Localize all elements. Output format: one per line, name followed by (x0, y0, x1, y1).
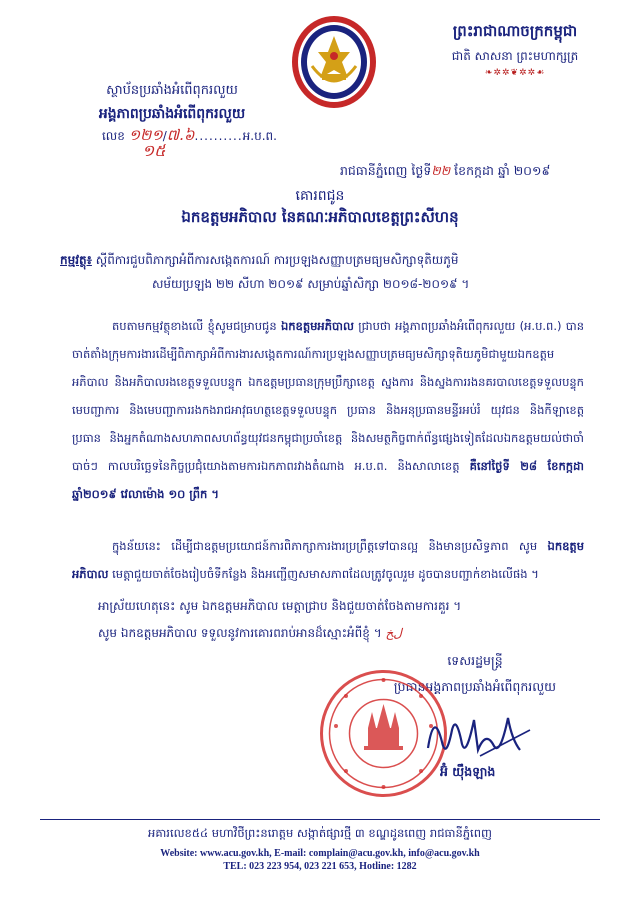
footer-address: អគារលេខ៥៤ មហាវិថីព្រះនរោត្តម សង្កាត់ផ្សារថ្មី ៣ ខណ្ឌដូនពេញ រាជធានីភ្នំពេញ (148, 826, 492, 840)
reference-number (102, 126, 277, 148)
agency-parent: ស្ថាប័នប្រឆាំងអំពើពុករលួយ (106, 83, 238, 98)
kingdom-heading (440, 22, 590, 78)
footer-phone: TEL: 023 223 954, 023 221 653, Hotline: 1282 (223, 861, 417, 872)
agency-heading (72, 82, 272, 125)
date-prefix: រាជធានីភ្នំពេញ ថ្ងៃទី (340, 163, 432, 178)
closing-handwritten-mark: ﻝﺦ (385, 626, 402, 640)
acu-seal-logo (288, 12, 380, 112)
recipient: ឯកឧត្តមអភិបាល នៃគណៈអភិបាលខេត្តព្រះសីហនុ (181, 208, 459, 226)
kingdom-title: ព្រះរាជាណាចក្រកម្ពុជា (452, 22, 578, 40)
para2-body: មេត្តាជួយចាត់ចែងរៀបចំទីកន្លែង និងអញ្ជើញសមាសភាពដែលត្រូវចូលរួម ដូចបានបញ្ជាក់ខាងលើផង ។ (112, 567, 539, 581)
ref-number: ១២១ (128, 126, 163, 144)
subject-line-1: ស្តីពីការជួបពិភាក្សាអំពីការសង្កេតការណ៍ ការប្រឡងសញ្ញាបត្រមធ្យមសិក្សាទុតិយភូមិ (95, 253, 459, 267)
body-paragraph-2 (72, 532, 584, 588)
subject-line-2: សម័យប្រឡង ២២ សីហា ២០១៩ សម្រាប់ឆ្នាំសិក្សា ២០១៨-២០១៩ ។ (152, 277, 470, 291)
ref-prefix: លេខ (102, 129, 125, 143)
para1-body: ជ្រាបថា អង្គភាពប្រឆាំងអំពើពុករលួយ (អ.ប.ព.) បានចាត់តាំងក្រុមការងារដើម្បីពិភាក្សាអំពីការងារសង្កេតការណ៍ការប្រឡងសញ្ញាបត្រមធ្យមសិក្សាទុតិយភូមិជាមួយឯកឧត្តមអភិបាល និងអភិបាលរងខេត្តទទួលបន្ទុក ឯកឧត្តមប្រធានក្រុមប្រឹក្សាខេត្ត ស្នងការ និងស្នងការរងនគរបាលខេត្តទទួលបន្ទុក មេបញ្ជាការ និងមេបញ្ជាការរងកងរាជអាវុធហត្ថខេត្តទទួលបន្ទុក ប្រធាន និងអនុប្រធានមន្ទីរអប់រំ យុវជន និងកីឡាខេត្ត ប្រធាន និងអ្នកតំណាងសហភាពសហព័ន្ធយុវជនកម្ពុជាប្រចាំខេត្ត និងសមត្ថកិច្ចពាក់ព័ន្ធផ្សេងទៀតដែលឯកឧត្តមយល់ថាចាំបាច់ៗ កាលបរិច្ឆេទនៃកិច្ចប្រជុំយោងតាមការឯកភាពរវាងតំណាង អ.ប.ព. និងសាលាខេត្ត (72, 319, 584, 473)
ref-suffix: អ.ប.ព. (242, 129, 277, 143)
ref-handwritten-mark: ១៥ (142, 141, 166, 160)
salutation: គោរពជូន (295, 188, 345, 204)
closing-line-1: អាស្រ័យហេតុនេះ សូម ឯកឧត្តមអភិបាល មេត្តាជ្រាប និងជួយចាត់ចែងតាមការគួរ ។ (98, 599, 462, 613)
letter-date (340, 163, 550, 182)
ornament: ❧✲✲❦✲✲☙ (484, 68, 546, 78)
footer-web: Website: www.acu.gov.kh, E-mail: complain@acu.gov.kh, info@acu.gov.kh (160, 848, 480, 859)
footer-divider (40, 819, 600, 820)
para1-meeting-time: គឺនៅថ្ងៃទី ២៨ ខែកក្កដា ឆ្នាំ២០១៩ វេលាម៉ោង ១០ ព្រឹក ។ (72, 459, 584, 501)
signer-title: ប្រធានអង្គភាពប្រឆាំងអំពើពុករលួយ (393, 679, 557, 694)
national-motto: ជាតិ សាសនា ព្រះមហាក្សត្រ (451, 49, 579, 63)
ref-separator: / (162, 129, 167, 143)
closing-line-2 (98, 619, 598, 647)
subject-label: កម្មវត្ថុ៖ (60, 253, 92, 267)
para1-addressee: ឯកឧត្តមអភិបាល (280, 319, 354, 333)
subject (60, 248, 580, 296)
signer-rank: ទេសរដ្ឋមន្ត្រី (447, 653, 503, 668)
ref-dots: .......... (194, 129, 243, 143)
ref-number-2: ៧.៦ (166, 126, 195, 144)
date-rest: ខែកក្កដា ឆ្នាំ ២០១៩ (454, 163, 551, 178)
signer-name: អ៊ំ យ៉ឹងឡាង (440, 764, 496, 779)
body-paragraph-1 (72, 312, 584, 508)
para1-intro: តបតាមកម្មវត្ថុខាងលើ ខ្ញុំសូមជម្រាបជូន (112, 319, 277, 333)
date-day: ២២ (431, 163, 451, 178)
handwritten-signature (420, 700, 540, 770)
closing-text: សូម ឯកឧត្តមអភិបាល ទទួលនូវការគោរពរាប់អានដ៏ស្មោះអំពីខ្ញុំ ។ (98, 626, 382, 640)
agency-name: អង្គភាពប្រឆាំងអំពើពុករលួយ (98, 106, 246, 122)
footer (0, 826, 640, 872)
para2-addressee: ឯកឧត្តមអភិបាល (72, 539, 585, 581)
para2-intro: ក្នុងន័យនេះ ដើម្បីជាឧត្តមប្រយោជន៍ការពិភាក្សាការងារប្រព្រឹត្តទៅបានល្អ និងមានប្រសិទ្ធភាព សូម (112, 539, 538, 553)
